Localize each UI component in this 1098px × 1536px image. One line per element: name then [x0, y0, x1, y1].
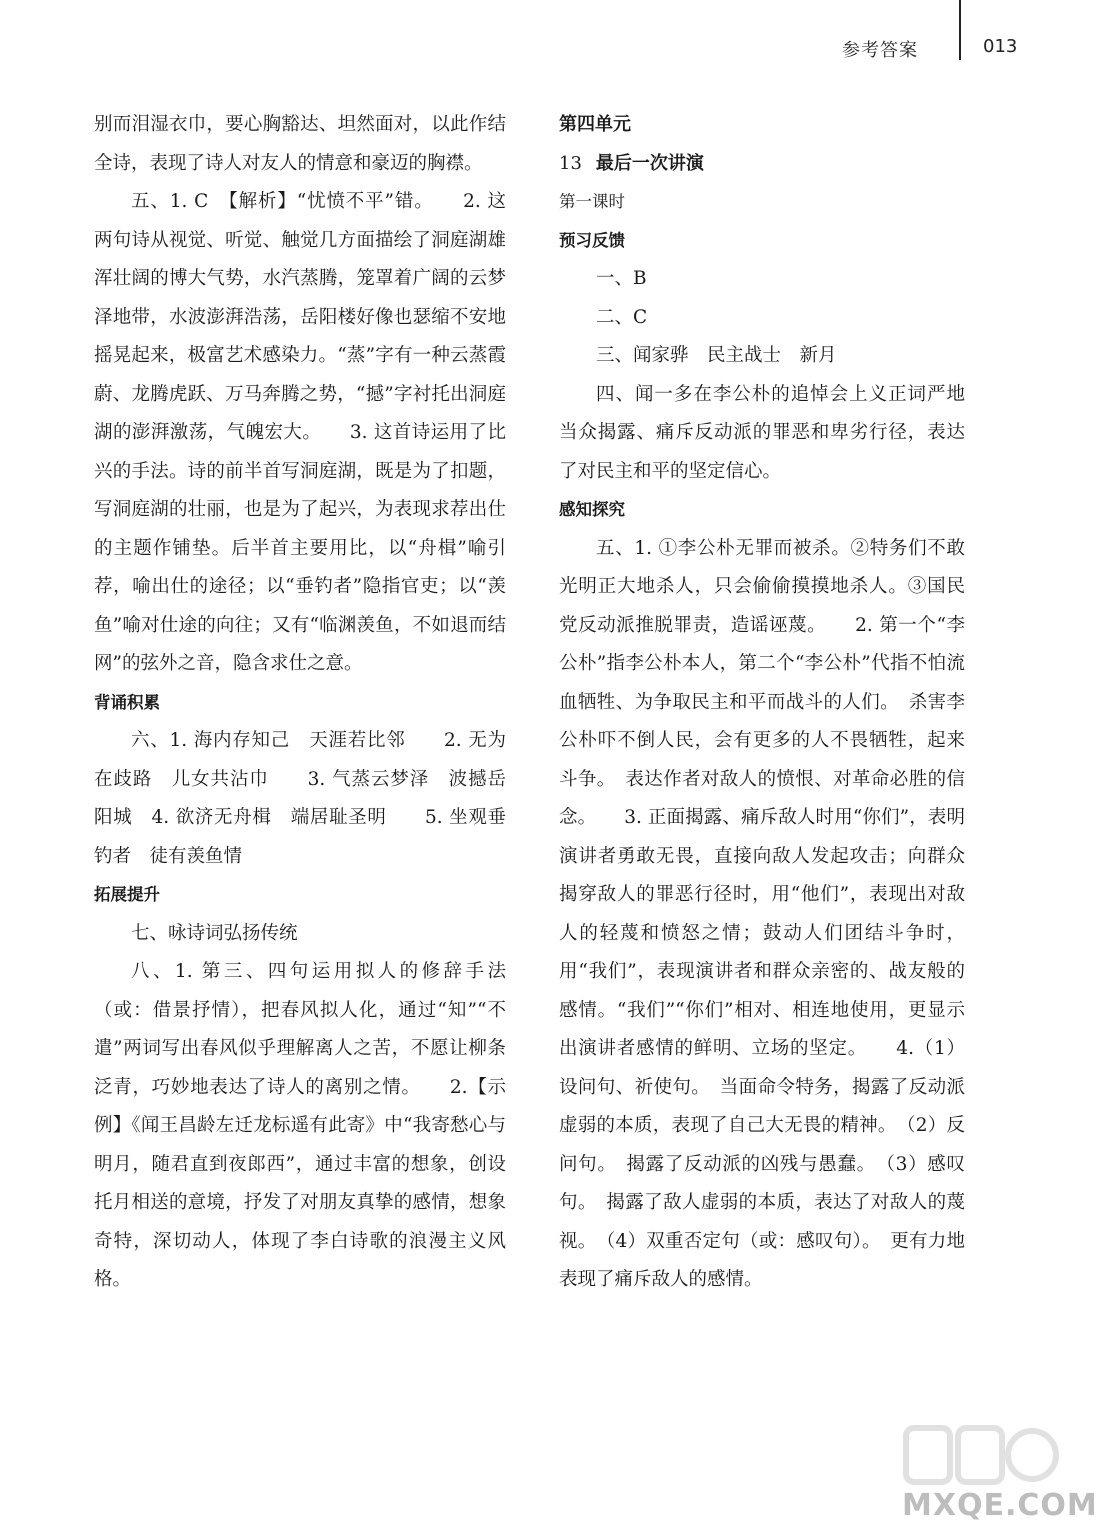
page-number: 013 [983, 36, 1018, 57]
answer-5-right: 五、1. ①李公朴无罪而被杀。②特务们不敢光明正大地杀人，只会偷偷摸摸地杀人。③国民党反动派推脱罪责，造谣诬蔑。 2. 第一个“李公朴”指李公朴本人，第二个“李公朴”代指不怕流血牺牲、为争取民主和平而战斗的人们。 杀害李公朴吓不倒人民，会有更多的人不畏牺牲，起来斗争。 表达作者对敌人的愤恨、对革命必胜的信念。 3. 正面揭露、痛斥敌人时用“你们”，表明演讲者勇敢无畏，直接向敌人发起攻击；向群众揭穿敌人的罪恶行径时，用“他们”，表现出对敌人的轻蔑和愤怒之情；鼓动人们团结斗争时，用“我们”，表现演讲者和群众亲密的、战友般的感情。“我们”“你们”相对、相连地使用，更显示出演讲者感情的鲜明、立场的坚定。 4.（1）设问句、祈使句。 当面命令特务，揭露了反动派虚弱的本质，表现了自己大无畏的精神。 （2）反问句。 揭露了反动派的凶残与愚蠢。 （3）感叹句。 揭露了敌人虚弱的本质，表达了对敌人的蔑视。 （4）双重否定句（或：感叹句）。 更有力地表现了痛斥敌人的感情。 [559, 537, 965, 1290]
paragraph-continued: 别而泪湿衣巾，要心胸豁达、坦然面对，以此作结全诗，表现了诗人对友人的情意和豪迈的胸襟。 [94, 114, 506, 174]
section-heading-explore: 感知探究 [559, 500, 625, 519]
lesson-number: 13 [559, 152, 582, 174]
section-heading-preview: 预习反馈 [559, 230, 625, 250]
answer-1: 一、B [596, 268, 647, 289]
answer-6: 六、1. 海内存知己 天涯若比邻 2. 无为在歧路 儿女共沾巾 3. 气蒸云梦泽 波撼岳阳城 4. 欲济无舟楫 端居耻圣明 5. 坐观垂钓者 徒有羡鱼情 [94, 730, 506, 867]
lesson-title-line [559, 145, 965, 184]
watermark-text: MXQE.COM [902, 1488, 1098, 1523]
answer-8: 八、1. 第三、四句运用拟人的修辞手法（或：借景抒情），把春风拟人化，通过“知”“不遣”两词写出春风似乎理解离人之苦，不愿让柳条泛青，巧妙地表达了诗人的离别之情。 2.【示例】《闻王昌龄左迁龙标遥有此寄》中“我寄愁心与明月，随君直到夜郎西”，通过丰富的想象，创设托月相送的意境，抒发了对朋友真挚的感情，想象奇特，深切动人，体现了李白诗歌的浪漫主义风格。 [94, 961, 506, 1290]
section-heading-extend: 拓展提升 [94, 885, 160, 904]
section-heading-recite: 背诵积累 [94, 692, 160, 712]
answer-2: 二、C [596, 306, 648, 328]
running-header-label: 参考答案 [842, 40, 918, 61]
lesson-title: 最后一次讲演 [595, 152, 704, 174]
left-column [94, 106, 506, 1300]
header-divider [959, 0, 961, 60]
unit-title: 第四单元 [559, 114, 631, 135]
right-column [559, 106, 965, 1300]
answer-5: 五、1. C 【解析】“忧愤不平”错。 2. 这两句诗从视觉、听觉、触觉几方面描绘了洞庭湖雄浑壮阔的博大气势，水汽蒸腾，笼罩着广阔的云梦泽地带，水波澎湃浩荡，岳阳楼好像也瑟缩不安地摇晃起来，极富艺术感染力。“蒸”字有一种云蒸霞蔚、龙腾虎跃、万马奔腾之势，“撼”字衬托出洞庭湖的澎湃激荡，气魄宏大。 3. 这首诗运用了比兴的手法。诗的前半首写洞庭湖，既是为了扣题，写洞庭湖的壮丽，也是为了起兴，为表现求荐出仕的主题作铺垫。后半首主要用比，以“舟楫”喻引荐，喻出仕的途径；以“垂钓者”隐指官吏；以“羡鱼”喻对仕途的向往；又有“临渊羡鱼，不如退而结网”的弦外之音，隐含求仕之意。 [94, 191, 506, 674]
answer-4: 四、闻一多在李公朴的追悼会上义正词严地当众揭露、痛斥反动派的罪恶和卑劣行径，表达了对民主和平的坚定信心。 [559, 383, 965, 482]
period-label: 第一课时 [559, 192, 625, 211]
answer-3: 三、闻家骅 民主战士 新月 [596, 345, 837, 366]
answer-7: 七、咏诗词弘扬传统 [131, 922, 298, 944]
